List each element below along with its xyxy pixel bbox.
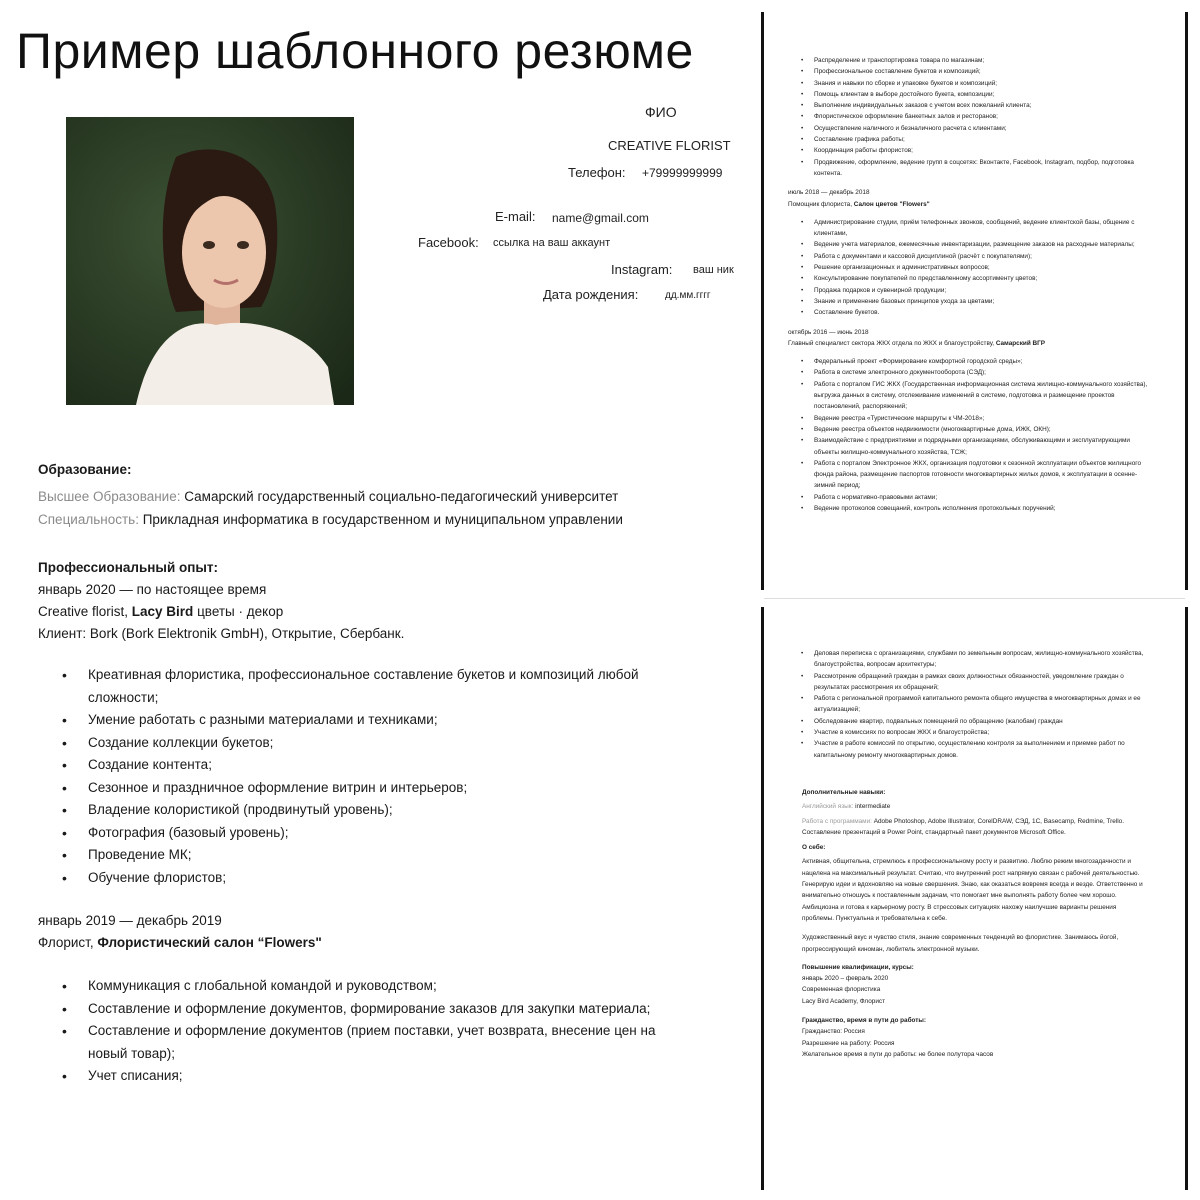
about-text: Активная, общительна, стремлюсь к профессиональному росту и развитию. Люблю режим многозадачности и нацелена на максимальный результат. Считаю, что внутренний рост напрямую связан с рабочей деятельностью. Генерирую идеи и вдохновляю на новые свершения. Знаю, как оказаться вовремя всегда и везде. Ответственно и внимательно отношусь к поставленным задачам, что помогает мне выполнять работу более чем хорошо. Амбициозна и готова к карьерному росту. В стрессовых ситуациях нахожу наилучшие варианты решения проблемы. Пунктуальна и требовательна к себе.	[802, 858, 1143, 922]
list-item: • Составление графика работы;	[788, 134, 1148, 145]
list-item: • Фотография (базовый уровень);	[38, 822, 688, 845]
list-item: • Владение колористикой (продвинутый уровень);	[38, 799, 688, 822]
citizenship-heading: Гражданство, время в пути до работы:	[802, 1017, 926, 1025]
programs-label: Работа с программами:	[802, 817, 872, 825]
list-item: • Федеральный проект «Формирование комфортной городской среды»;	[788, 356, 1148, 367]
english-label: Английский язык:	[802, 803, 854, 811]
list-item: • Знания и навыки по сборке и упаковке букетов и композиций;	[788, 78, 1148, 89]
list-item: • Обучение флористов;	[38, 867, 688, 890]
job2-role	[38, 932, 738, 954]
job1-client: Клиент: Bork (Bork Elektronik GmbH), Открытие, Сбербанк.	[38, 626, 405, 641]
list-item: • Решение организационных и административных вопросов;	[788, 262, 1148, 273]
about-heading: О себе:	[802, 844, 826, 852]
job1-period: январь 2020 — по настоящее время	[38, 582, 267, 597]
job4-company-name: Самарский ВГР	[995, 339, 1046, 347]
list-item: • Ведение реестра «Туристические маршруты к ЧМ-2018»;	[788, 413, 1148, 424]
list-item: • Продажа подарков и сувенирной продукции;	[788, 285, 1148, 296]
job2-company-name: Флористический салон “Flowers"	[97, 935, 322, 950]
contact-position: CREATIVE FLORIST	[608, 138, 731, 153]
citizenship: Гражданство: Россия	[802, 1028, 865, 1036]
list-item: • Создание контента;	[38, 754, 688, 777]
higher-education-label: Высшее Образование:	[38, 489, 181, 504]
instagram-value: ваш ник	[693, 264, 734, 276]
page2	[788, 55, 1148, 514]
list-item: • Знание и применение базовых принципов ухода за цветами;	[788, 296, 1148, 307]
list-item: • Умение работать с разными материалами и техниками;	[38, 709, 688, 732]
list-item: • Администрирование студии, приём телефонных звонков, сообщений, ведение клиентской базы, общение с клиентами,	[788, 217, 1148, 240]
list-item: • Выполнение индивидуальных заказов с учетом всех пожеланий клиента;	[788, 100, 1148, 111]
list-item: • Взаимодействие с предприятиями и подрядными организациями, обслуживающими и эксплуатирующими объекты жилищно-коммунального хозяйства, ТСЖ;	[788, 435, 1148, 458]
list-item: • Флористическое оформление банкетных залов и ресторанов;	[788, 111, 1148, 122]
facebook-value: ссылка на ваш аккаунт	[493, 237, 611, 249]
divider-left-top	[761, 12, 764, 590]
phone-value: +79999999999	[642, 166, 723, 180]
list-item: • Коммуникация с глобальной командой и руководством;	[38, 975, 698, 998]
list-item: • Составление и оформление документов, формирование заказов для закупки материала;	[38, 998, 698, 1021]
course-period: январь 2020 – февраль 2020	[802, 975, 889, 983]
list-item: • Работа с порталом ГИС ЖКХ (Государственная информационная система жилищно-коммунального хозяйства), выгрузка данных в систему, отслеживание изменений в системе, подготовка и размещение проектов постановлений, распоряжений;	[788, 379, 1148, 413]
list-item: • Работа с порталом Электронное ЖКХ, организация подготовки к сезонной эксплуатации объектов жилищного фонда района, размещение паспортов готовности многоквартирных жилых домов, к эксплуатации в осенне-зимний период;	[788, 458, 1148, 492]
list-item: • Деловая переписка с организациями, службами по земельным вопросам, жилищно-коммунального хозяйства, благоустройства, вопросам архитектуры;	[788, 648, 1150, 671]
list-item: • Креативная флористика, профессиональное составление букетов и композиций любой сложности;	[38, 664, 688, 709]
list-item: • Работа в системе электронного документооборота (СЭД);	[788, 367, 1148, 378]
list-item: • Создание коллекции букетов;	[38, 732, 688, 755]
list-item: • Ведение учета материалов, ежемесячные инвентаризации, размещение заказов на расходные материалы;	[788, 239, 1148, 250]
about-text-2: Художественный вкус и чувство стиля, знание современных тенденций во флористике. Занимаюсь йогой, прогрессирующий киноман, любитель электронной музыки.	[802, 934, 1119, 953]
education-section	[38, 462, 738, 527]
page-title: Пример шаблонного резюме	[16, 23, 694, 79]
list-item: • Участие в работе комиссий по открытию, осуществлению контроля за выполнением и приемке работ по капитальному ремонту многоквартирных домов.	[788, 738, 1150, 761]
job4-role-prefix: Главный специалист сектора ЖКХ отдела по ЖКХ и благоустройству,	[788, 339, 996, 347]
phone-label: Телефон:	[568, 165, 626, 180]
list-item: • Проведение МК;	[38, 844, 688, 867]
job2-duties	[38, 975, 698, 1088]
list-item: • Составление и оформление документов (прием поставки, учет возврата, внесение цен на новый товар);	[38, 1020, 698, 1065]
divider-right-bottom	[1185, 607, 1188, 1190]
list-item: • Распределение и транспортировка товара по магазинам;	[788, 55, 1148, 66]
list-item: • Рассмотрение обращений граждан в рамках своих должностных обязанностей, уведомление граждан о результатах рассмотрения их обращений;	[788, 671, 1150, 694]
job1-company-name: Lacy Bird	[131, 604, 194, 619]
birth-label: Дата рождения:	[543, 287, 639, 302]
instagram-label: Instagram:	[611, 262, 673, 277]
work-permit: Разрешение на работу: Россия	[802, 1039, 895, 1047]
list-item: • Работа с региональной программой капитального ремонта общего имущества в многоквартирных домах и ее актуализацией;	[788, 693, 1150, 716]
skills-heading: Дополнительные навыки:	[802, 788, 886, 796]
birth-value: дд.мм.гггг	[665, 290, 711, 301]
list-item: • Работа с документами и кассовой дисциплиной (расчёт с покупателями);	[788, 251, 1148, 262]
divider-right-top	[1185, 12, 1188, 590]
list-item: • Консультирование покупателей по представленному ассортименту цветов;	[788, 273, 1148, 284]
list-item: • Сезонное и праздничное оформление витрин и интерьеров;	[38, 777, 688, 800]
email-value: name@gmail.com	[552, 211, 649, 225]
list-item: • Ведение реестра объектов недвижимости (многоквартирные дома, ИЖК, ОКН);	[788, 424, 1148, 435]
contact-name: ФИО	[645, 104, 677, 120]
job3-role-prefix: Помощник флориста,	[788, 200, 854, 208]
job1-company	[38, 601, 738, 623]
page-separator	[764, 598, 1185, 599]
experience-section	[38, 557, 738, 645]
divider-left-bottom	[761, 607, 764, 1190]
job1-company-suffix: цветы · декор	[193, 604, 284, 619]
english-value: intermediate	[853, 803, 891, 811]
specialty-label: Специальность:	[38, 512, 139, 527]
job2-section	[38, 910, 738, 954]
list-item: • Участие в комиссиях по вопросам ЖКХ и благоустройства;	[788, 727, 1150, 738]
list-item: • Работа с нормативно-правовыми актами;	[788, 492, 1148, 503]
facebook-label: Facebook:	[418, 235, 479, 250]
profile-photo	[66, 117, 354, 405]
list-item: • Продвижение, оформление, ведение групп в соцсетях: Вконтакте, Facebook, Instagram, подбор, подготовка контента.	[788, 157, 1148, 180]
courses-heading: Повышение квалификации, курсы:	[802, 963, 914, 971]
job4-role	[788, 338, 1148, 349]
job1-company-prefix: Creative florist,	[38, 604, 132, 619]
job1-duties	[38, 664, 688, 889]
email-label: E-mail:	[495, 209, 536, 224]
experience-heading: Профессиональный опыт:	[38, 560, 219, 575]
travel-time: Желательное время в пути до работы: не более полутора часов	[802, 1050, 994, 1058]
job3-role	[788, 199, 1148, 210]
list-item: • Обследование квартир, подвальных помещений по обращению (жалобам) граждан	[788, 716, 1150, 727]
education-heading: Образование:	[38, 462, 132, 477]
list-item: • Составление букетов.	[788, 307, 1148, 318]
course-name: Современная флористика	[802, 986, 881, 994]
list-item: • Помощь клиентам в выборе достойного букета, композиции;	[788, 89, 1148, 100]
job2-role-prefix: Флорист,	[38, 935, 98, 950]
specialty-value: Прикладная информатика в государственном и муниципальном управлении	[142, 512, 623, 527]
job4-period: октябрь 2016 — июнь 2018	[788, 328, 869, 336]
list-item: • Ведение протоколов совещаний, контроль исполнения протокольных поручений;	[788, 503, 1148, 514]
course-org: Lacy Bird Academy, Флорист	[802, 997, 886, 1005]
list-item: • Учет списания;	[38, 1065, 698, 1088]
job3-period: июль 2018 — декабрь 2018	[788, 189, 870, 197]
list-item: • Координация работы флористов;	[788, 145, 1148, 156]
page3	[788, 648, 1150, 1060]
job3-company-name: Салон цветов "Flowers"	[853, 200, 930, 208]
list-item: • Осуществление наличного и безналичного расчета с клиентами;	[788, 123, 1148, 134]
higher-education-value: Самарский государственный социально-педагогический университет	[184, 489, 619, 504]
job2-period: январь 2019 — декабрь 2019	[38, 913, 222, 928]
programs-value: Adobe Photoshop, Adobe Illustrator, CorelDRAW, СЭД, 1C, Basecamp, Redmine, Trello. Составление презентаций в Power Point, стандартный пакет документов Microsoft Office.	[802, 817, 1125, 836]
list-item: • Профессиональное составление букетов и композиций;	[788, 66, 1148, 77]
